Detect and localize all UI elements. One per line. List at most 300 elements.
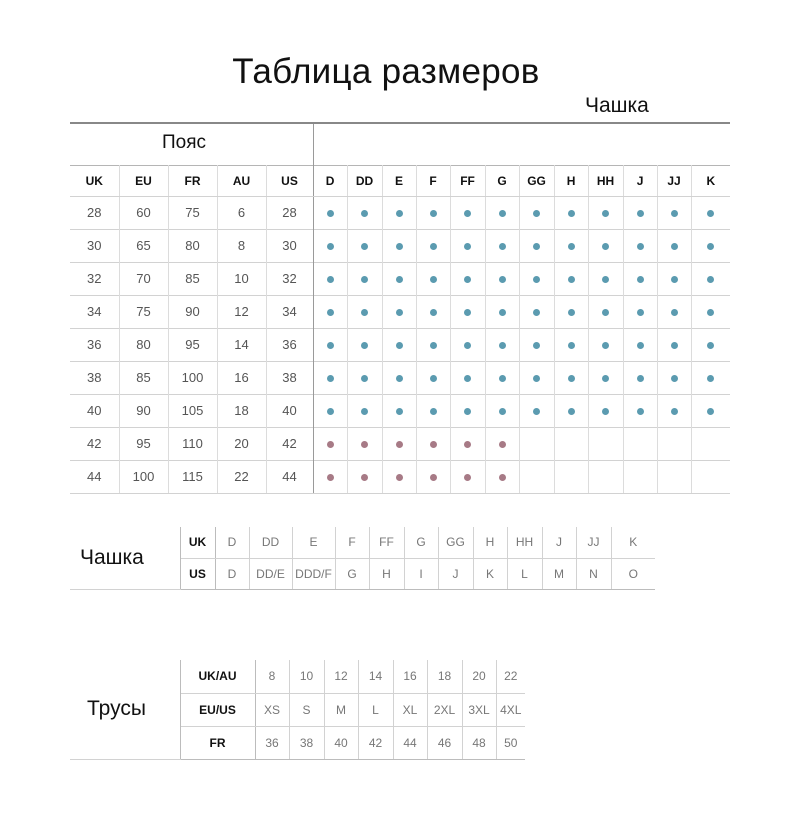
availability-cell — [691, 295, 730, 328]
availability-cell — [313, 427, 347, 460]
band-col-header-fr: FR — [168, 165, 217, 196]
cup-col-header-ff: FF — [450, 165, 485, 196]
availability-cell — [450, 229, 485, 262]
availability-cell — [554, 328, 588, 361]
available-dot — [568, 408, 575, 415]
availability-cell — [485, 295, 519, 328]
table-row — [70, 460, 730, 493]
cup-col-header-j: J — [623, 165, 657, 196]
band-size-cell: 60 — [119, 196, 168, 229]
cup-group-header — [313, 123, 730, 165]
available-dot — [464, 408, 471, 415]
availability-cell — [347, 262, 382, 295]
band-group-label: Пояс — [70, 123, 313, 165]
table-row — [70, 295, 730, 328]
band-size-cell: 20 — [217, 427, 266, 460]
cup-size-cell: N — [576, 558, 611, 589]
availability-cell — [588, 427, 623, 460]
availability-cell — [382, 427, 416, 460]
availability-cell — [382, 295, 416, 328]
available-dot — [637, 375, 644, 382]
availability-cell — [416, 427, 450, 460]
availability-cell — [623, 427, 657, 460]
briefs-size-cell: 2XL — [427, 693, 462, 726]
availability-cell — [313, 394, 347, 427]
availability-cell — [450, 361, 485, 394]
available-dot — [671, 309, 678, 316]
available-dot — [430, 243, 437, 250]
band-size-cell: 40 — [266, 394, 313, 427]
available-dot — [430, 375, 437, 382]
band-size-cell: 75 — [168, 196, 217, 229]
band-size-cell: 115 — [168, 460, 217, 493]
limited-dot — [361, 474, 368, 481]
briefs-size-cell: 8 — [255, 660, 289, 693]
available-dot — [533, 408, 540, 415]
availability-cell — [485, 427, 519, 460]
cup-col-header-dd: DD — [347, 165, 382, 196]
availability-cell — [416, 361, 450, 394]
available-dot — [430, 408, 437, 415]
availability-cell — [657, 262, 691, 295]
availability-cell — [588, 262, 623, 295]
band-size-cell: 100 — [119, 460, 168, 493]
band-size-cell: 38 — [266, 361, 313, 394]
availability-cell — [691, 460, 730, 493]
band-col-header-au: AU — [217, 165, 266, 196]
briefs-size-cell: 36 — [255, 726, 289, 759]
availability-cell — [691, 196, 730, 229]
availability-cell — [588, 196, 623, 229]
availability-cell — [485, 361, 519, 394]
availability-cell — [554, 295, 588, 328]
availability-cell — [623, 295, 657, 328]
availability-cell — [554, 361, 588, 394]
available-dot — [533, 243, 540, 250]
cup-system-label: US — [180, 558, 215, 589]
cup-col-header-jj: JJ — [657, 165, 691, 196]
band-size-cell: 32 — [70, 262, 119, 295]
available-dot — [707, 375, 714, 382]
cup-size-cell: K — [473, 558, 507, 589]
band-size-cell: 80 — [168, 229, 217, 262]
availability-cell — [450, 460, 485, 493]
briefs-system-label: UK/AU — [180, 660, 255, 693]
availability-cell — [382, 460, 416, 493]
table-row — [70, 262, 730, 295]
cup-size-cell: D — [215, 527, 249, 558]
band-size-cell: 90 — [119, 394, 168, 427]
cup-size-cell: J — [542, 527, 576, 558]
cup-size-cell: H — [473, 527, 507, 558]
band-size-cell: 32 — [266, 262, 313, 295]
availability-cell — [657, 460, 691, 493]
limited-dot — [327, 441, 334, 448]
availability-cell — [623, 361, 657, 394]
band-size-cell: 16 — [217, 361, 266, 394]
band-size-cell: 36 — [266, 328, 313, 361]
available-dot — [464, 210, 471, 217]
cup-col-header-k: K — [691, 165, 730, 196]
band-col-header-us: US — [266, 165, 313, 196]
available-dot — [533, 375, 540, 382]
availability-cell — [347, 229, 382, 262]
availability-cell — [657, 328, 691, 361]
available-dot — [499, 276, 506, 283]
availability-cell — [485, 394, 519, 427]
available-dot — [327, 309, 334, 316]
available-dot — [361, 375, 368, 382]
availability-cell — [416, 394, 450, 427]
table-row — [70, 427, 730, 460]
band-col-header-eu: EU — [119, 165, 168, 196]
available-dot — [430, 309, 437, 316]
availability-cell — [416, 460, 450, 493]
availability-cell — [623, 229, 657, 262]
available-dot — [707, 243, 714, 250]
cup-size-cell: O — [611, 558, 655, 589]
briefs-size-cell: 40 — [324, 726, 358, 759]
available-dot — [464, 276, 471, 283]
availability-cell — [691, 229, 730, 262]
cup-col-header-h: H — [554, 165, 588, 196]
availability-cell — [519, 328, 554, 361]
table-row — [70, 527, 655, 558]
page-title: Таблица размеров — [232, 52, 540, 91]
available-dot — [499, 408, 506, 415]
available-dot — [396, 408, 403, 415]
cup-col-header-d: D — [313, 165, 347, 196]
limited-dot — [396, 441, 403, 448]
cup-size-cell: DD/E — [249, 558, 292, 589]
limited-dot — [396, 474, 403, 481]
availability-cell — [313, 229, 347, 262]
availability-cell — [554, 394, 588, 427]
availability-cell — [519, 427, 554, 460]
available-dot — [637, 276, 644, 283]
cup-size-cell: J — [438, 558, 473, 589]
available-dot — [464, 243, 471, 250]
availability-cell — [588, 328, 623, 361]
availability-cell — [657, 361, 691, 394]
available-dot — [637, 210, 644, 217]
cup-conversion-label: Чашка — [70, 527, 180, 589]
band-size-cell: 28 — [266, 196, 313, 229]
briefs-size-cell: M — [324, 693, 358, 726]
band-size-cell: 110 — [168, 427, 217, 460]
limited-dot — [361, 441, 368, 448]
briefs-size-cell: 20 — [462, 660, 496, 693]
availability-cell — [519, 229, 554, 262]
available-dot — [568, 243, 575, 250]
available-dot — [533, 276, 540, 283]
availability-cell — [347, 427, 382, 460]
briefs-size-cell: 16 — [393, 660, 427, 693]
available-dot — [430, 342, 437, 349]
available-dot — [568, 276, 575, 283]
available-dot — [671, 276, 678, 283]
cup-size-cell: K — [611, 527, 655, 558]
availability-cell — [347, 460, 382, 493]
availability-cell — [313, 196, 347, 229]
availability-cell — [657, 427, 691, 460]
available-dot — [707, 408, 714, 415]
band-size-cell: 34 — [266, 295, 313, 328]
size-table — [70, 122, 730, 494]
cup-size-cell: HH — [507, 527, 542, 558]
available-dot — [602, 342, 609, 349]
band-size-cell: 40 — [70, 394, 119, 427]
availability-cell — [450, 328, 485, 361]
limited-dot — [464, 474, 471, 481]
availability-cell — [623, 262, 657, 295]
band-size-cell: 18 — [217, 394, 266, 427]
available-dot — [396, 309, 403, 316]
availability-cell — [519, 196, 554, 229]
table-row — [70, 361, 730, 394]
availability-cell — [382, 196, 416, 229]
availability-cell — [450, 427, 485, 460]
band-size-cell: 42 — [266, 427, 313, 460]
cup-size-cell: DD — [249, 527, 292, 558]
cup-size-cell: E — [292, 527, 335, 558]
available-dot — [533, 210, 540, 217]
cup-col-header-hh: HH — [588, 165, 623, 196]
available-dot — [602, 375, 609, 382]
availability-cell — [623, 460, 657, 493]
availability-cell — [347, 328, 382, 361]
availability-cell — [313, 328, 347, 361]
availability-cell — [485, 262, 519, 295]
availability-cell — [450, 295, 485, 328]
available-dot — [327, 342, 334, 349]
availability-cell — [347, 394, 382, 427]
available-dot — [396, 375, 403, 382]
band-size-cell: 80 — [119, 328, 168, 361]
available-dot — [671, 210, 678, 217]
cup-size-cell: G — [404, 527, 438, 558]
availability-cell — [416, 262, 450, 295]
briefs-size-cell: 10 — [289, 660, 324, 693]
briefs-size-table — [70, 660, 525, 760]
available-dot — [430, 210, 437, 217]
briefs-size-cell: 4XL — [496, 693, 525, 726]
availability-cell — [485, 229, 519, 262]
band-size-cell: 75 — [119, 295, 168, 328]
available-dot — [671, 408, 678, 415]
available-dot — [707, 210, 714, 217]
availability-cell — [554, 196, 588, 229]
availability-cell — [313, 361, 347, 394]
column-header-row — [70, 165, 730, 196]
availability-cell — [623, 394, 657, 427]
band-size-cell: 36 — [70, 328, 119, 361]
limited-dot — [430, 474, 437, 481]
availability-cell — [485, 196, 519, 229]
available-dot — [637, 342, 644, 349]
band-size-cell: 12 — [217, 295, 266, 328]
availability-cell — [691, 328, 730, 361]
cup-size-cell: M — [542, 558, 576, 589]
available-dot — [707, 342, 714, 349]
available-dot — [430, 276, 437, 283]
available-dot — [361, 276, 368, 283]
availability-cell — [554, 262, 588, 295]
band-col-header-uk: UK — [70, 165, 119, 196]
available-dot — [533, 309, 540, 316]
available-dot — [396, 276, 403, 283]
availability-cell — [382, 262, 416, 295]
availability-cell — [382, 328, 416, 361]
availability-cell — [347, 295, 382, 328]
availability-cell — [519, 394, 554, 427]
briefs-size-cell: L — [358, 693, 393, 726]
band-size-cell: 10 — [217, 262, 266, 295]
available-dot — [464, 342, 471, 349]
availability-cell — [691, 427, 730, 460]
briefs-size-cell: 50 — [496, 726, 525, 759]
band-size-cell: 95 — [119, 427, 168, 460]
availability-cell — [450, 196, 485, 229]
available-dot — [602, 243, 609, 250]
availability-cell — [588, 361, 623, 394]
briefs-size-cell: 14 — [358, 660, 393, 693]
availability-cell — [588, 394, 623, 427]
available-dot — [464, 309, 471, 316]
available-dot — [568, 342, 575, 349]
available-dot — [327, 210, 334, 217]
band-size-cell: 30 — [70, 229, 119, 262]
briefs-size-cell: 3XL — [462, 693, 496, 726]
availability-cell — [588, 295, 623, 328]
available-dot — [327, 276, 334, 283]
availability-cell — [347, 196, 382, 229]
available-dot — [671, 243, 678, 250]
availability-cell — [313, 460, 347, 493]
band-size-cell: 6 — [217, 196, 266, 229]
briefs-size-cell: 22 — [496, 660, 525, 693]
availability-cell — [519, 361, 554, 394]
cup-size-cell: DDD/F — [292, 558, 335, 589]
available-dot — [361, 243, 368, 250]
availability-cell — [450, 394, 485, 427]
available-dot — [499, 342, 506, 349]
availability-cell — [416, 229, 450, 262]
cup-conversion-table — [70, 527, 655, 590]
availability-cell — [623, 328, 657, 361]
available-dot — [671, 342, 678, 349]
limited-dot — [430, 441, 437, 448]
available-dot — [637, 309, 644, 316]
available-dot — [464, 375, 471, 382]
cup-size-cell: GG — [438, 527, 473, 558]
band-size-cell: 44 — [266, 460, 313, 493]
cup-size-cell: FF — [369, 527, 404, 558]
available-dot — [637, 408, 644, 415]
band-size-cell: 100 — [168, 361, 217, 394]
band-size-cell: 90 — [168, 295, 217, 328]
briefs-size-cell: 46 — [427, 726, 462, 759]
available-dot — [396, 342, 403, 349]
band-size-cell: 22 — [217, 460, 266, 493]
table-row — [70, 394, 730, 427]
available-dot — [707, 309, 714, 316]
band-size-cell: 28 — [70, 196, 119, 229]
briefs-size-cell: XS — [255, 693, 289, 726]
availability-cell — [623, 196, 657, 229]
group-header-row — [70, 123, 730, 165]
briefs-size-cell: XL — [393, 693, 427, 726]
band-size-cell: 42 — [70, 427, 119, 460]
available-dot — [327, 375, 334, 382]
availability-cell — [657, 229, 691, 262]
availability-cell — [519, 262, 554, 295]
available-dot — [361, 408, 368, 415]
available-dot — [499, 375, 506, 382]
band-size-cell: 38 — [70, 361, 119, 394]
availability-cell — [313, 295, 347, 328]
availability-cell — [485, 328, 519, 361]
available-dot — [707, 276, 714, 283]
availability-cell — [554, 229, 588, 262]
briefs-size-cell: 42 — [358, 726, 393, 759]
available-dot — [396, 210, 403, 217]
band-size-cell: 14 — [217, 328, 266, 361]
band-size-cell: 8 — [217, 229, 266, 262]
available-dot — [361, 309, 368, 316]
table-row — [70, 196, 730, 229]
availability-cell — [691, 394, 730, 427]
availability-cell — [347, 361, 382, 394]
table-row — [70, 229, 730, 262]
available-dot — [602, 408, 609, 415]
availability-cell — [450, 262, 485, 295]
available-dot — [533, 342, 540, 349]
availability-cell — [657, 394, 691, 427]
availability-cell — [382, 229, 416, 262]
available-dot — [602, 309, 609, 316]
briefs-size-cell: S — [289, 693, 324, 726]
table-row — [70, 660, 525, 693]
availability-cell — [588, 229, 623, 262]
availability-cell — [554, 427, 588, 460]
cup-size-cell: JJ — [576, 527, 611, 558]
cup-size-cell: F — [335, 527, 369, 558]
available-dot — [602, 276, 609, 283]
cup-size-cell: G — [335, 558, 369, 589]
briefs-size-cell: 48 — [462, 726, 496, 759]
band-size-cell: 65 — [119, 229, 168, 262]
briefs-label: Трусы — [70, 660, 180, 759]
availability-cell — [519, 295, 554, 328]
availability-cell — [382, 361, 416, 394]
band-size-cell: 95 — [168, 328, 217, 361]
availability-cell — [416, 196, 450, 229]
cup-section-heading: Чашка — [585, 94, 649, 117]
cup-size-cell: D — [215, 558, 249, 589]
available-dot — [671, 375, 678, 382]
table-row — [70, 328, 730, 361]
band-size-cell: 105 — [168, 394, 217, 427]
availability-cell — [588, 460, 623, 493]
cup-col-header-g: G — [485, 165, 519, 196]
limited-dot — [464, 441, 471, 448]
band-size-cell: 85 — [119, 361, 168, 394]
availability-cell — [657, 196, 691, 229]
band-size-cell: 34 — [70, 295, 119, 328]
available-dot — [568, 375, 575, 382]
availability-cell — [485, 460, 519, 493]
